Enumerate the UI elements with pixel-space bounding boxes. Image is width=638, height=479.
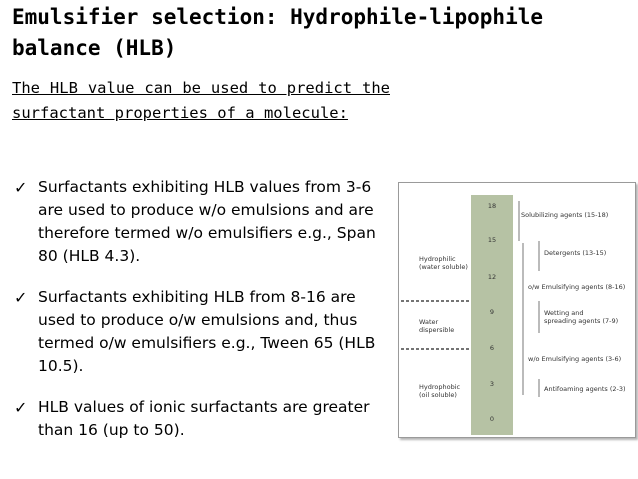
ow-emulsifying-agents-label: o/w Emulsifying agents (8-16) (528, 283, 626, 291)
scale-tick-label: 9 (489, 308, 495, 316)
bullet-list (12, 176, 388, 460)
bullet-item (12, 286, 388, 378)
bullet-item (12, 396, 388, 442)
hlb-scale-diagram (399, 183, 635, 437)
hlb-scale-figure (398, 182, 636, 438)
scale-tick-label: 12 (487, 273, 497, 281)
checkmark-icon: ✓ (14, 178, 28, 197)
intro-text: The HLB value can be used to predict the surfactant properties of a molecule: (12, 79, 390, 122)
slide-title: Emulsifier selection: Hydrophile-lipophile balance (HLB) (12, 5, 544, 60)
scale-tick-label: 18 (487, 202, 497, 210)
hydrophobic-label: Hydrophobic (oil soluble) (419, 383, 461, 399)
checkmark-icon: ✓ (14, 398, 28, 417)
hydrophilic-label: Hydrophilic (water soluble) (419, 255, 468, 271)
antifoaming-agents-label: Antifoaming agents (2-3) (544, 385, 626, 393)
detergents-label: Detergents (13-15) (544, 249, 607, 257)
bullet-text: HLB values of ionic surfactants are greater than 16 (up to 50). (38, 398, 370, 439)
wo-emulsifying-agents-label: w/o Emulsifying agents (3-6) (528, 355, 622, 363)
scale-tick-label: 3 (489, 380, 495, 388)
scale-tick-label: 15 (487, 236, 497, 244)
scale-tick-label: 6 (489, 344, 495, 352)
scale-tick-label: 0 (489, 415, 495, 423)
water-dispersible-label: Water dispersible (419, 318, 455, 334)
checkmark-icon: ✓ (14, 288, 28, 307)
bullet-text: Surfactants exhibiting HLB from 8-16 are used to produce o/w emulsions and, thus termed o/w emulsifiers e.g., Tween 65 (HLB 10.5). (38, 288, 376, 375)
wetting-agents-label: Wetting and spreading agents (7-9) (544, 309, 619, 325)
solubilizing-agents-label: Solubilizing agents (15-18) (521, 211, 609, 219)
bullet-item (12, 176, 388, 268)
bullet-text: Surfactants exhibiting HLB values from 3-6 are used to produce w/o emulsions and are therefore termed w/o emulsifiers e.g., Span 80 (HLB 4.3). (38, 178, 376, 265)
